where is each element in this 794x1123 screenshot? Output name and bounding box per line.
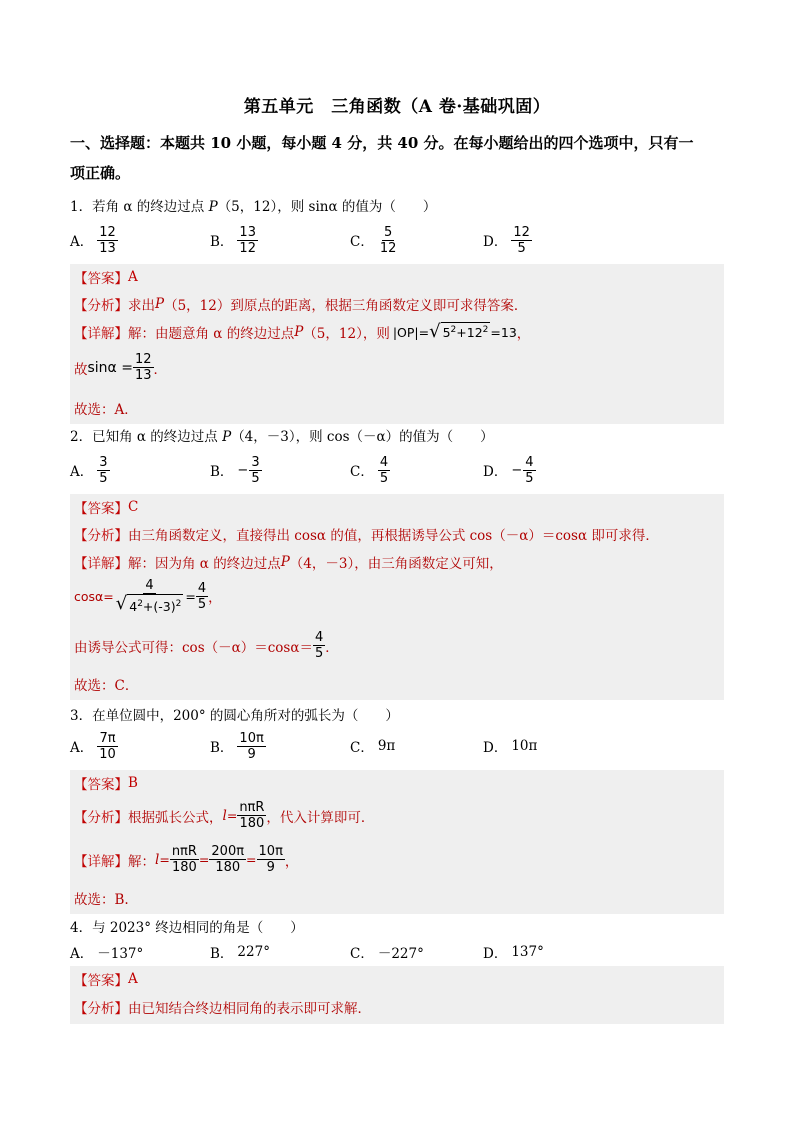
question-2-stem — [70, 425, 494, 445]
q2-option-d[interactable] — [483, 450, 536, 490]
q2-option-b[interactable] — [210, 450, 262, 490]
option-text: －227° — [377, 946, 424, 962]
fraction — [511, 225, 532, 256]
denominator: 12 — [239, 240, 256, 256]
q1-detail-row — [74, 322, 530, 342]
page-title: 第五单元 三角函数（A 卷·基础巩固） — [243, 97, 551, 117]
fraction — [237, 731, 265, 762]
denominator: 10 — [99, 746, 116, 762]
q1-option-c[interactable] — [350, 220, 398, 260]
q4-answer-row — [74, 969, 138, 989]
analysis-tag: 【分析】 — [74, 298, 128, 314]
q2-answer-row — [74, 497, 138, 517]
q2-solution-box — [70, 494, 724, 700]
equals-sign: = — [198, 852, 210, 867]
numerator: 3 — [99, 454, 108, 470]
denominator: 9 — [266, 860, 275, 875]
q2-stem-text: 2．已知角 α 的终边过点 — [70, 429, 223, 445]
option-text: 9π — [377, 738, 396, 754]
option-label: D． — [483, 740, 508, 756]
numerator: 10π — [258, 844, 283, 859]
exponent: 2 — [482, 325, 489, 335]
fraction — [114, 578, 186, 614]
question-3-stem — [70, 704, 399, 724]
question-1-options — [70, 220, 730, 260]
denominator — [114, 594, 186, 614]
question-3-options — [70, 726, 730, 766]
denominator: 9 — [247, 746, 256, 762]
radicand-term: +12 — [456, 325, 483, 341]
q3-analysis-tail: ，代入计算即可． — [266, 809, 375, 826]
q2-option-a[interactable] — [70, 450, 110, 490]
exponent: 2 — [175, 599, 182, 609]
numerator: 4 — [314, 630, 324, 645]
fraction — [209, 844, 246, 875]
fraction — [133, 352, 154, 383]
analysis-tag: 【分析】 — [74, 1001, 128, 1017]
option-label: A． — [70, 234, 94, 250]
q2-cos-lhs: cosα= — [74, 588, 114, 604]
q2-induction-row — [74, 630, 339, 661]
q2-detail-point: P — [280, 554, 290, 570]
denominator: 13 — [134, 368, 152, 383]
option-label: D． — [483, 234, 508, 250]
numerator: nπR — [171, 844, 197, 859]
denominator: 5 — [517, 240, 526, 256]
numerator: nπR — [239, 800, 265, 815]
q4-solution-box — [70, 966, 724, 1024]
q2-detail-row — [74, 552, 503, 572]
numerator: 4 — [525, 454, 534, 470]
q2-induction-text: 由诱导公式可得：cos（－α）＝cosα＝ — [74, 639, 313, 656]
denominator: 5 — [379, 470, 389, 486]
sqrt-expression — [429, 322, 490, 342]
option-label: B． — [210, 740, 234, 756]
q2-option-c[interactable] — [350, 450, 390, 490]
fraction — [237, 800, 266, 831]
q2-detail-tail: （4，－3），由三角函数定义可知， — [289, 556, 503, 572]
option-label: B． — [210, 464, 234, 480]
numerator: 12 — [99, 224, 116, 240]
fraction — [313, 630, 325, 661]
fraction — [196, 581, 208, 612]
analysis-tag: 【分析】 — [74, 528, 128, 544]
minus-sign: − — [237, 462, 249, 478]
option-label: C． — [350, 234, 374, 250]
arc-length-symbol: l — [222, 807, 227, 824]
option-text: 137° — [511, 944, 544, 960]
denominator: 5 — [525, 470, 534, 486]
q1-analysis-text: 求出 — [128, 298, 155, 314]
numerator: 4 — [197, 580, 207, 596]
q3-stem-text: 3．在单位圆中，200° 的圆心角所对的弧长为（ ） — [70, 708, 399, 724]
punctuation: ． — [153, 361, 168, 378]
q2-analysis-text: 由三角函数定义，直接得出 cosα 的值，再根据诱导公式 cos（－α）＝cosα 即可求得． — [128, 528, 659, 544]
q2-choice-text: 故选：C． — [74, 678, 139, 694]
q1-point-label: P — [208, 199, 218, 215]
fraction — [170, 844, 199, 875]
fraction — [257, 844, 285, 875]
question-1-stem — [70, 195, 436, 215]
q3-detail-text: 解： — [128, 853, 155, 870]
arc-length-symbol: l — [155, 851, 160, 868]
numerator: 3 — [251, 454, 260, 470]
sqrt-expression — [116, 594, 184, 614]
denominator: 180 — [171, 860, 197, 875]
q3-detail-row — [74, 844, 298, 875]
q1-option-a[interactable] — [70, 220, 118, 260]
fraction — [523, 455, 535, 486]
option-label: D． — [483, 464, 508, 480]
q1-point-coords: （5，12） — [217, 199, 278, 215]
q3-choice-text: 故选：B. — [74, 892, 129, 908]
q3-option-c[interactable] — [350, 726, 395, 766]
fraction — [97, 225, 118, 256]
q1-stem-text: 1．若角 α 的终边过点 — [70, 199, 209, 215]
denominator: 5 — [314, 646, 324, 661]
numerator: 200π — [211, 844, 245, 859]
option-text: 10π — [511, 738, 538, 754]
fraction — [97, 731, 118, 762]
q4-analysis-text: 由已知结合终边相同角的表示即可求解． — [128, 1001, 371, 1017]
equals-sign: = — [159, 852, 170, 867]
numerator: 4 — [145, 578, 154, 593]
fraction — [378, 225, 399, 256]
radicand — [127, 594, 183, 614]
punctuation: ， — [284, 853, 299, 870]
option-label: A． — [70, 464, 94, 480]
q4-analysis-row — [74, 997, 371, 1017]
exponent: 2 — [450, 325, 457, 335]
q1-line2-prefix: 故 — [74, 361, 88, 378]
radical-sign: √ — [115, 593, 128, 614]
numerator: 10π — [239, 730, 264, 746]
q1-choice-row — [74, 398, 138, 418]
q1-option-d[interactable] — [483, 220, 532, 260]
q3-analysis-row — [74, 800, 374, 831]
q2-cos-equation — [74, 578, 222, 614]
punctuation: ， — [208, 590, 222, 607]
option-label: D． — [483, 946, 508, 962]
fraction — [249, 455, 261, 486]
q2-answer-value: C — [128, 499, 139, 515]
q1-option-b[interactable] — [210, 220, 258, 260]
q1-detail-line2 — [74, 352, 167, 383]
numerator: 5 — [383, 224, 393, 240]
radicand-term: 5 — [442, 325, 451, 341]
radicand-term: +(-3) — [142, 599, 176, 615]
q1-detail-point: P — [294, 324, 304, 340]
numerator: 12 — [134, 352, 152, 367]
q2-detail-text: 解：因为角 α 的终边过点 — [128, 556, 281, 572]
q2-stem-tail: （4，－3），则 cos（－α）的值为（ ） — [231, 429, 494, 445]
q2-choice-row — [74, 674, 138, 694]
q3-answer-row — [74, 773, 138, 793]
radicand-term: 4 — [129, 599, 138, 615]
analysis-tag: 【分析】 — [74, 809, 128, 826]
q3-choice-row — [74, 888, 129, 908]
equals-sign: = — [226, 808, 238, 823]
question-2-options — [70, 450, 730, 490]
denominator: 13 — [99, 240, 116, 256]
punctuation: ． — [325, 639, 339, 656]
fraction — [378, 455, 390, 486]
section-heading — [70, 128, 730, 188]
option-text: 227° — [237, 944, 270, 960]
q4-stem-text: 4．与 2023° 终边相同的角是（ ） — [70, 920, 304, 936]
punctuation: ， — [516, 326, 531, 342]
answer-tag: 【答案】 — [74, 777, 128, 793]
option-label: B． — [210, 234, 234, 250]
q2-analysis-row — [74, 524, 659, 544]
q1-detail-mid: （5，12），则 — [303, 326, 390, 342]
q1-analysis-row — [74, 294, 527, 314]
q2-point-label: P — [222, 429, 232, 445]
equals-sign: = — [246, 852, 257, 867]
option-label: A． — [70, 740, 94, 756]
q1-answer-row — [74, 267, 138, 287]
exponent: 2 — [137, 599, 143, 609]
q4-answer-value: A — [128, 971, 138, 987]
answer-tag: 【答案】 — [74, 501, 128, 517]
q1-analysis-tail: （5，12）到原点的距离，根据三角函数定义即可求得答案． — [164, 298, 528, 314]
fraction — [237, 225, 258, 256]
q1-analysis-point: P — [155, 296, 165, 312]
q1-solution-box — [70, 264, 724, 424]
option-text: －137° — [97, 946, 144, 962]
numerator: 7π — [99, 730, 116, 746]
section-heading-line1: 一、选择题：本题共 10 小题，每小题 4 分，共 40 分。在每小题给出的四个选项中，只有一 — [70, 134, 694, 152]
q1-choice-text: 故选：A． — [74, 402, 138, 418]
q3-answer-value: B — [128, 775, 138, 791]
fraction — [97, 455, 109, 486]
q3-analysis-text: 根据弧长公式， — [128, 809, 223, 826]
detail-tag: 【详解】 — [74, 326, 128, 342]
q1-detail-text: 解：由题意角 α 的终边过点 — [128, 326, 295, 342]
detail-tag: 【详解】 — [74, 853, 128, 870]
denominator: 5 — [197, 596, 207, 612]
option-label: C． — [350, 464, 374, 480]
numerator: 13 — [239, 224, 256, 240]
option-label: C． — [350, 740, 374, 756]
q1-sin-expression: sinα = — [87, 359, 133, 376]
denominator: 180 — [215, 860, 241, 875]
q3-option-d[interactable] — [483, 726, 537, 766]
q3-solution-box — [70, 770, 724, 914]
denominator: 12 — [379, 240, 397, 256]
equals-sign: = — [185, 588, 196, 604]
numerator: 4 — [379, 454, 389, 470]
q3-option-b[interactable] — [210, 726, 266, 766]
option-label: B． — [210, 946, 234, 962]
detail-tag: 【详解】 — [74, 556, 128, 572]
denominator: 180 — [239, 816, 265, 831]
q1-stem-tail: ，则 sinα 的值为（ ） — [277, 199, 437, 215]
denominator: 5 — [99, 470, 108, 486]
radicand — [441, 322, 491, 342]
numerator: 12 — [513, 224, 530, 240]
option-label: A． — [70, 946, 94, 962]
q1-op-length: |OP|= — [392, 324, 430, 340]
option-label: C． — [350, 946, 374, 962]
answer-tag: 【答案】 — [74, 271, 128, 287]
q1-op-result: =13 — [490, 324, 517, 340]
q3-option-a[interactable] — [70, 726, 118, 766]
answer-tag: 【答案】 — [74, 973, 128, 989]
radical-sign: √ — [429, 321, 441, 342]
minus-sign: − — [511, 462, 523, 478]
q1-answer-value: A — [128, 269, 138, 285]
section-heading-line2: 项正确。 — [70, 164, 131, 182]
denominator: 5 — [251, 470, 260, 486]
